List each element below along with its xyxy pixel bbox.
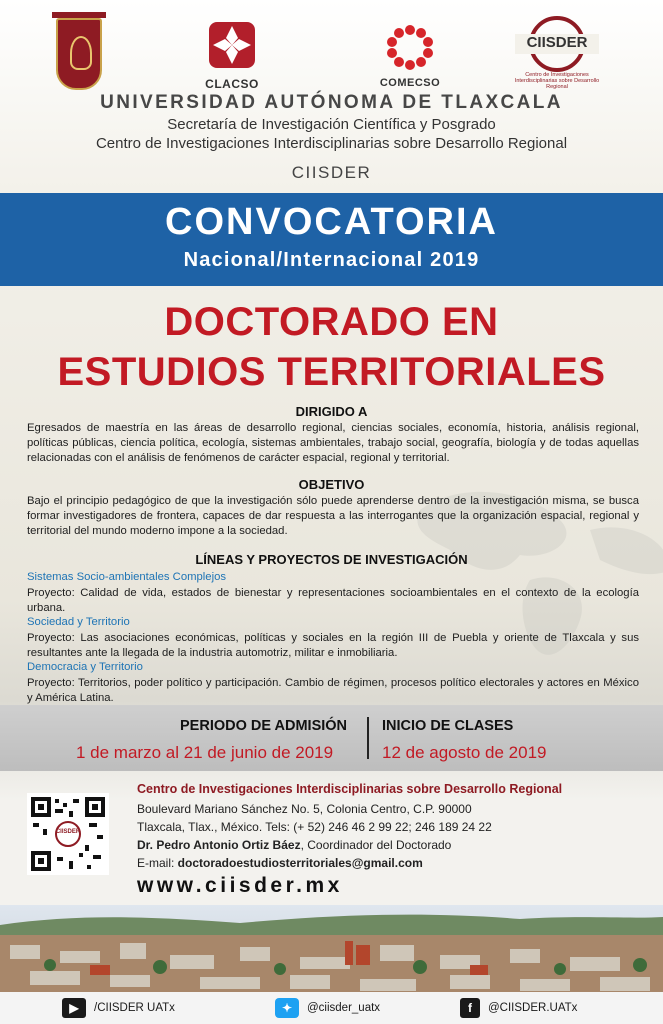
logo-row	[0, 10, 663, 92]
program-title-line2: ESTUDIOS TERRITORIALES	[57, 350, 606, 394]
clacso-label: CLACSO	[205, 77, 259, 91]
inicio-label: INICIO DE CLASES	[382, 718, 514, 734]
ciisder-logo-text: CIISDER	[526, 34, 588, 51]
dirigido-text: Egresados de maestría en las áreas de desarrollo regional, ciencias sociales, economía, historia, análisis regional, políticas públicas, ciencia política, ecología, sistemas ambientales, trabajo social, geografía, biología y de todas aquellas relacionadas con el análisis de fenómenos de carácter espacial, regional y territorial.	[27, 422, 639, 464]
clacso-logo	[196, 18, 268, 91]
contact-center: Centro de Investigaciones Interdisciplinarias sobre Desarrollo Regional	[137, 782, 563, 796]
ciisder-logo	[505, 16, 609, 90]
objetivo-text: Bajo el principio pedagógico de que la investigación sólo puede aprenderse dentro de la investigación misma, se busca formar investigadores de frontera, capaces de dar respuesta a las interrogantes que la organización espacial, regional y territorial del mundo moderno impone a la sociedad.	[27, 495, 639, 537]
contact-city-phones: Tlaxcala, Tlax., México. Tels: (+ 52) 246 46 2 99 22; 246 189 24 22	[137, 820, 492, 834]
city-panorama	[0, 905, 663, 998]
line-project: Proyecto: Calidad de vida, estados de bienestar y representaciones socioambientales en el contexto de la ecología urbana.	[27, 587, 639, 614]
uat-shield-logo	[56, 18, 102, 90]
line-name: Sociedad y Territorio	[27, 616, 130, 628]
social-bar	[0, 992, 663, 1024]
center-name: Centro de Investigaciones Interdisciplinarias sobre Desarrollo Regional	[95, 135, 568, 152]
coordinator-role: , Coordinador del Doctorado	[300, 838, 452, 852]
clacso-emblem-icon	[205, 18, 259, 72]
youtube-handle: /CIISDER UATx	[94, 1002, 175, 1014]
qr-code[interactable]	[27, 793, 109, 875]
line-name: Democracia y Territorio	[27, 661, 143, 673]
contact-coordinator	[137, 838, 451, 852]
twitter-link[interactable]	[275, 998, 380, 1018]
banner-title: CONVOCATORIA	[165, 201, 498, 243]
objetivo-heading: OBJETIVO	[298, 477, 365, 492]
email-label: E-mail:	[137, 856, 178, 870]
comecso-label: COMECSO	[379, 77, 441, 89]
qr-center-label: CIISDER	[55, 829, 81, 835]
lineas-heading: LÍNEAS Y PROYECTOS DE INVESTIGACIÓN	[195, 552, 468, 567]
university-name: UNIVERSIDAD AUTÓNOMA DE TLAXCALA	[100, 92, 563, 113]
facebook-handle: @CIISDER.UATx	[488, 1002, 578, 1014]
banner-subtitle: Nacional/Internacional 2019	[183, 249, 480, 271]
convocatoria-banner	[0, 193, 663, 286]
ciisder-logo-caption: Centro de Investigaciones Interdisciplinarias sobre Desarrollo Regional	[514, 72, 600, 90]
comecso-emblem-icon	[383, 22, 437, 72]
website-link[interactable]: www.ciisder.mx	[137, 874, 343, 897]
coordinator-name: Dr. Pedro Antonio Ortiz Báez	[137, 838, 301, 852]
secretariat-name: Secretaría de Investigación Científica y Posgrado	[167, 116, 496, 133]
dirigido-heading: DIRIGIDO A	[295, 404, 368, 419]
program-title-line1: DOCTORADO EN	[164, 300, 499, 344]
facebook-link[interactable]	[460, 998, 577, 1018]
admission-band	[0, 705, 663, 771]
facebook-icon: f	[460, 998, 480, 1018]
youtube-link[interactable]	[62, 998, 175, 1018]
line-project: Proyecto: Las asociaciones económicas, políticas y sociales en la región III de Puebla y oriente de Tlaxcala y sus resultantes ante la llegada de la industria automotriz, militar e inmobiliaria.	[27, 632, 639, 659]
admission-divider	[367, 717, 369, 759]
comecso-logo	[370, 22, 450, 89]
line-project: Proyecto: Territorios, poder político y participación. Cambio de régimen, procesos político electorales y actores en México y América Latina.	[27, 677, 639, 704]
periodo-value: 1 de marzo al 21 de junio de 2019	[76, 743, 334, 762]
contact-section	[0, 775, 663, 890]
contact-address: Boulevard Mariano Sánchez No. 5, Colonia Centro, C.P. 90000	[137, 802, 472, 816]
youtube-icon: ▶	[62, 998, 86, 1018]
inicio-value: 12 de agosto de 2019	[382, 743, 547, 762]
twitter-handle: @ciisder_uatx	[307, 1002, 381, 1014]
center-acronym: CIISDER	[291, 163, 372, 182]
contact-email	[137, 856, 423, 870]
email-link[interactable]: doctoradoestudiosterritoriales@gmail.com	[177, 856, 423, 870]
twitter-icon: ✦	[275, 998, 299, 1018]
line-name: Sistemas Socio-ambientales Complejos	[27, 571, 227, 583]
periodo-label: PERIODO DE ADMISIÓN	[180, 718, 348, 734]
